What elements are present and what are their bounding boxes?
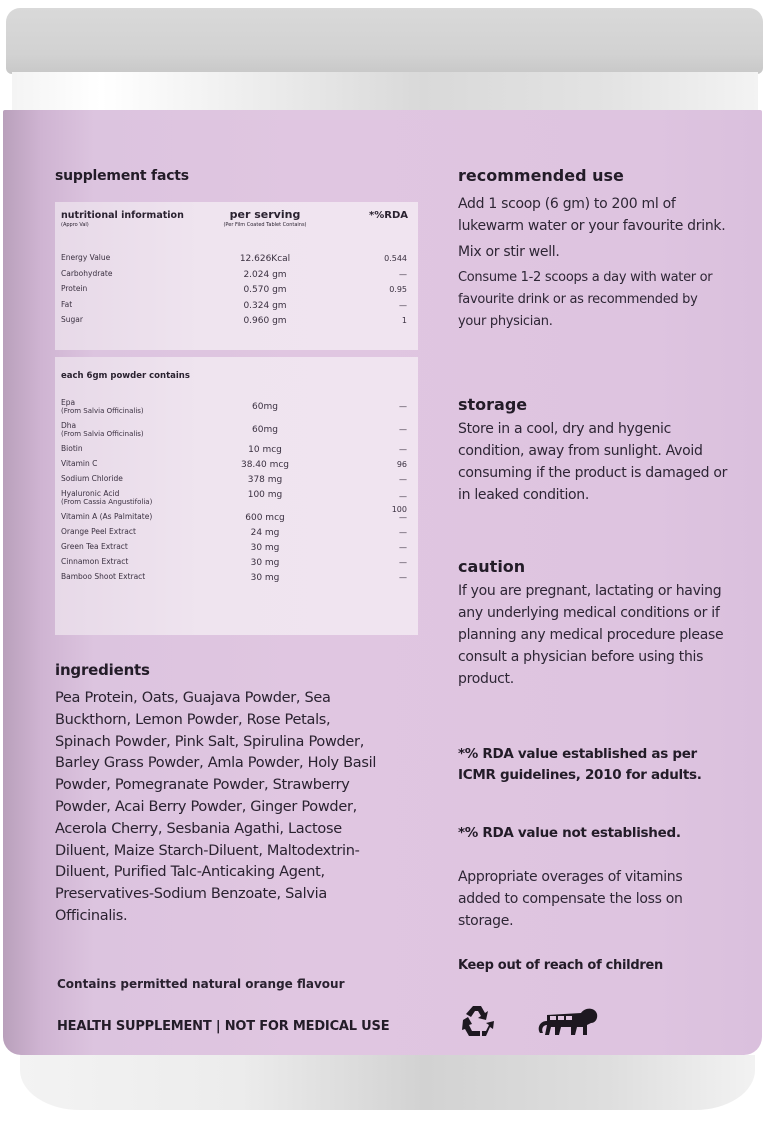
- table-row: [55, 299, 418, 315]
- make-in-india-lion-icon: [537, 1005, 599, 1037]
- table-row: [55, 473, 418, 488]
- row-sub: (From Cassia Angustifolia): [61, 498, 153, 506]
- keep-out-note: [458, 955, 728, 976]
- recommended-use-p1: Add 1 scoop (6 gm) to 200 ml of lukewarm water or your favourite drink.: [458, 196, 726, 234]
- flavour-note: Contains permitted natural orange flavour: [57, 977, 345, 991]
- row-value: 600 mcg: [245, 513, 285, 523]
- storage-title: storage: [458, 395, 528, 414]
- row-sub: (From Salvia Officinalis): [61, 407, 144, 415]
- table-row: [55, 556, 418, 571]
- col-left-label: nutritional information: [61, 210, 184, 221]
- col-nutritional-info: [61, 210, 184, 228]
- row-rda: —: [399, 513, 407, 522]
- storage-section: [458, 395, 728, 506]
- row-name-text: Dha: [61, 421, 77, 430]
- container-lid: [6, 8, 763, 74]
- powder-contents-table: [55, 357, 418, 635]
- container-neck: [12, 72, 758, 114]
- caution-section: [458, 557, 728, 690]
- recommended-use-p2: Mix or stir well.: [458, 244, 560, 260]
- row-name: Bamboo Shoot Extract: [61, 572, 146, 581]
- row-value: 100 mg: [247, 490, 283, 500]
- row-rda: — 100: [391, 492, 407, 514]
- recommended-use-p3: Consume 1-2 scoops a day with water or favourite drink or as recommended by your physician.: [458, 270, 713, 329]
- col-mid-sub: (Per Film Coated Tablet Contains): [223, 222, 307, 228]
- row-name-text: Hyaluronic Acid: [61, 489, 120, 498]
- recommended-use-title: recommended use: [458, 166, 624, 185]
- row-rda: —: [399, 558, 407, 567]
- row-name: Vitamin C: [61, 459, 98, 468]
- overages-text: Appropriate overages of vitamins added to compensate the loss on storage.: [458, 869, 683, 929]
- row-sub: (From Salvia Officinalis): [61, 430, 144, 438]
- keep-out-text: Keep out of reach of children: [458, 958, 663, 973]
- row-name: Protein: [61, 284, 88, 293]
- container-base: [20, 1055, 755, 1110]
- table-row: [55, 526, 418, 541]
- row-rda: —: [399, 269, 407, 279]
- table-row: [55, 268, 418, 284]
- rda-not-established-text: *% RDA value not established.: [458, 825, 681, 841]
- row-value: 30 mg: [250, 573, 280, 583]
- row-name: Sugar: [61, 315, 83, 324]
- powder-rows: [55, 397, 418, 586]
- nutrition-table-header: [55, 210, 418, 240]
- row-value: 60mg: [252, 402, 278, 412]
- row-value: 30 mg: [250, 558, 280, 568]
- row-rda: 0.544: [384, 254, 407, 263]
- ingredients-text: Pea Protein, Oats, Guajava Powder, Sea Buckthorn, Lemon Powder, Rose Petals, Spinach Powder, Pink Salt, Spirulina Powder, Barley Grass Powder, Amla Powder, Holy Basil Powder, Pomegranate Powder, Strawberry Powder, Acai Berry Powder, Ginger Powder, Acerola Cherry, Sesbania Agathi, Lactose Diluent, Maize Starch-Diluent, Maltodextrin-Diluent, Purified Talc-Anticaking Agent, Preservatives-Sodium Benzoate, Salvia Officinalis.: [55, 690, 377, 924]
- ingredients-title: ingredients: [55, 661, 150, 679]
- health-supplement-note: HEALTH SUPPLEMENT | NOT FOR MEDICAL USE: [57, 1019, 390, 1034]
- row-name: Sodium Chloride: [61, 474, 123, 483]
- row-value: 0.960 gm: [243, 316, 287, 326]
- table-row: [55, 458, 418, 473]
- row-rda: —: [399, 402, 407, 411]
- storage-text: Store in a cool, dry and hygenic condition, away from sunlight. Avoid consuming if the product is damaged or in leaked condition.: [458, 421, 728, 503]
- row-name: Energy Value: [61, 253, 111, 262]
- recycle-icon: [459, 1003, 495, 1039]
- row-rda: —: [399, 475, 407, 484]
- table-row: [55, 252, 418, 268]
- row-value: 378 mg: [247, 475, 283, 485]
- row-rda: —: [399, 425, 407, 434]
- row-name: Carbohydrate: [61, 268, 113, 278]
- nutrition-table: [55, 202, 418, 350]
- row-rda: 96: [396, 460, 407, 469]
- row-value: 30 mg: [250, 543, 280, 553]
- col-left-sub: (Appro Val): [61, 222, 89, 228]
- rda-established-note: [458, 744, 728, 786]
- row-rda: —: [399, 543, 407, 552]
- recommended-use-section: [458, 166, 728, 333]
- col-per-serving: [195, 208, 335, 228]
- rda-not-established-note: [458, 823, 728, 844]
- nutrition-rows: [55, 252, 418, 330]
- row-name: [61, 490, 152, 506]
- powder-table-title: each 6gm powder contains: [61, 371, 190, 381]
- row-name: [61, 399, 144, 415]
- row-name: Biotin: [61, 444, 83, 453]
- row-value: 12.626Kcal: [239, 254, 291, 264]
- row-name: Orange Peel Extract: [61, 527, 136, 536]
- row-rda: —: [399, 573, 407, 582]
- table-row: [55, 541, 418, 556]
- table-row: [55, 314, 418, 330]
- table-row: [55, 488, 418, 514]
- row-value: 38.40 mcg: [240, 460, 290, 470]
- row-name: Cinnamon Extract: [61, 557, 129, 566]
- row-name-text: Epa: [61, 398, 76, 407]
- supplement-facts-title: supplement facts: [55, 168, 189, 184]
- overages-note: [458, 866, 728, 932]
- row-rda: —: [399, 528, 407, 537]
- table-row: [55, 443, 418, 458]
- row-name: Fat: [61, 299, 73, 309]
- caution-text: If you are pregnant, lactating or having any underlying medical conditions or if planning any medical procedure please consult a physician before using this product.: [458, 583, 724, 687]
- row-name: Green Tea Extract: [61, 542, 128, 551]
- row-rda: 0.95: [389, 285, 407, 294]
- row-rda: —: [399, 445, 407, 454]
- table-row: [55, 571, 418, 586]
- row-rda: 1: [401, 316, 407, 325]
- col-mid-label: per serving: [229, 208, 301, 221]
- caution-title: caution: [458, 557, 526, 576]
- rda-established-text: *% RDA value established as per ICMR guidelines, 2010 for adults.: [458, 746, 702, 783]
- row-value: 60mg: [252, 425, 278, 435]
- row-value: 24 mg: [250, 528, 280, 538]
- row-value: 2.024 gm: [243, 269, 287, 280]
- row-rda: —: [399, 300, 407, 310]
- col-rda: *%RDA: [369, 210, 408, 221]
- row-name: [61, 422, 144, 438]
- row-value: 0.324 gm: [243, 300, 287, 311]
- table-row: [55, 420, 418, 443]
- table-row: [55, 397, 418, 420]
- table-row: [55, 511, 418, 526]
- table-row: [55, 283, 418, 299]
- row-name: Vitamin A (As Palmitate): [61, 512, 153, 521]
- row-value: 10 mcg: [248, 445, 282, 455]
- row-value: 0.570 gm: [243, 285, 287, 295]
